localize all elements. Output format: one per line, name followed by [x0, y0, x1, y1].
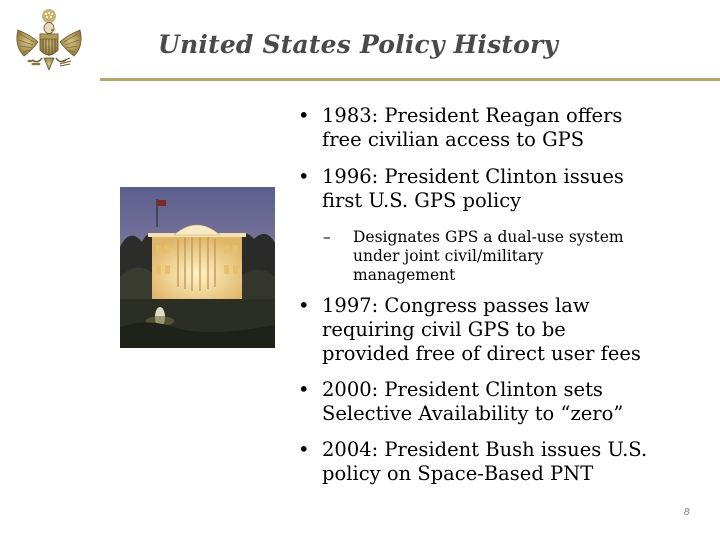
bullet-marker: •: [298, 378, 310, 401]
dash-marker: –: [323, 228, 331, 246]
bullet-marker: •: [298, 294, 310, 317]
bullet-marker: •: [298, 165, 310, 188]
bullet-text: provided free of direct user fees: [322, 342, 641, 365]
bullet-text: Selective Availability to “zero”: [322, 402, 624, 425]
bullet-text: 2004: President Bush issues U.S.: [322, 438, 648, 461]
page-number: 8: [683, 507, 690, 518]
bullet-item: [296, 165, 706, 213]
bullet-item: [296, 294, 706, 366]
sub-bullet-text: Designates GPS a dual-use system: [353, 228, 624, 246]
bullet-text: 1983: President Reagan offers: [322, 104, 623, 127]
white-house-photo: [120, 187, 275, 348]
bullet-item: [296, 104, 706, 152]
bullet-text: 2000: President Clinton sets: [322, 378, 603, 401]
bullet-item: [296, 378, 706, 426]
sub-bullet-item: [296, 228, 706, 285]
title-divider: [100, 78, 720, 81]
bullet-text: 1996: President Clinton issues: [322, 165, 624, 188]
bullet-text: policy on Space-Based PNT: [322, 462, 594, 485]
bullet-text: requiring civil GPS to be: [322, 318, 566, 341]
bullet-item: [296, 438, 706, 486]
bullet-marker: •: [298, 438, 310, 461]
great-seal-icon: [10, 6, 88, 76]
bullet-text: first U.S. GPS policy: [322, 189, 522, 212]
sub-bullet-text: management: [353, 266, 456, 284]
bullet-marker: •: [298, 104, 310, 127]
bullet-list: [296, 104, 706, 486]
sub-bullet-text: under joint civil/military: [353, 247, 544, 265]
slide-title: United States Policy History: [158, 30, 559, 59]
bullet-text: free civilian access to GPS: [322, 128, 585, 151]
bullet-text: 1997: Congress passes law: [322, 294, 590, 317]
